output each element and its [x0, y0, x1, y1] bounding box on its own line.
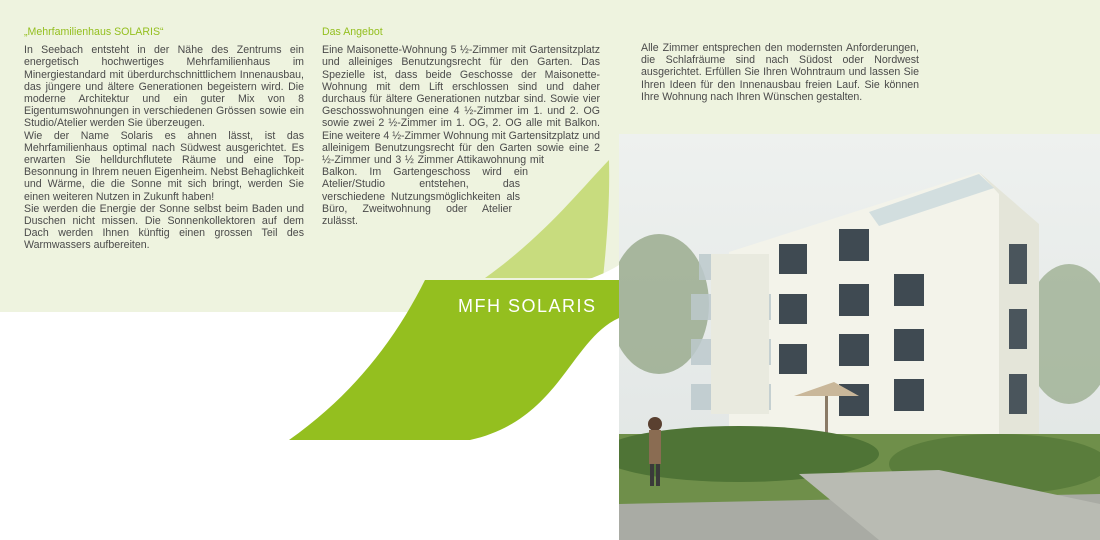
intro-heading: „Mehrfamilienhaus SOLARIS“: [24, 26, 164, 38]
intro-paragraph-1: In Seebach entsteht in der Nähe des Zentrums ein energetisch hochwertiges Mehrfamilienhaus im Minergiestandard mit überdurchschnittlichem Innenausbau, das jüngere und ältere Generationen begeistern wird. Die moderne Architektur und ein guter Mix von 8 Eigentumswohnungen in verschiedenen Grössen sowie ein Studio/Atelier werden Sie überzeugen.: [24, 44, 304, 130]
building-rendering-image: [619, 134, 1100, 540]
building-illustration: [619, 134, 1100, 540]
intro-paragraph-2: Wie der Name Solaris es ahnen lässt, ist das Mehrfamilienhaus optimal nach Südwest ausgerichtet. Es erwarten Sie helldurchflutete Räume und eine Top-Besonnung in Ihrem neuen Eigenheim. Nebst Behaglichkeit und Wärme, die die Sonne mit sich bringt, werden Sie einen weiteren Nutzen in Zukunft haben!: [24, 129, 304, 203]
rooms-column: [641, 42, 919, 103]
brand-title: MFH SOLARIS: [458, 296, 597, 316]
rooms-text: Alle Zimmer entsprechen den modernsten Anforderungen, die Schlafräume sind nach Südost oder Nordwest ausgerichtet. Erfüllen Sie Ihren Wohntraum und lassen Sie Ihren Ideen für den Innenausbau freien Lauf. Sie können Ihre Wohnung nach Ihren Wünschen gestalten.: [641, 42, 919, 103]
intro-paragraph-3: Sie werden die Energie der Sonne selbst beim Baden und Duschen nicht missen. Die Sonnenkollektoren auf dem Dach werden Ihnen künftig einen grossen Teil des Warmwassers aufbereiten.: [24, 202, 304, 252]
offer-heading: Das Angebot: [322, 26, 383, 38]
intro-column: [24, 26, 304, 252]
offer-column: [322, 26, 600, 320]
offer-text: Eine Maisonette-Wohnung 5 ½-Zimmer mit Gartensitzplatz und alleiniges Benutzungsrecht für den Garten. Das Spezielle ist, dass beide Geschosse der Maisonette-Wohnung mit dem Lift erschlossen sind und daher durchaus für ältere Generationen nutzbar sind. Sowie vier Geschosswohnungen eine 4 ½-Zimmer im 1. und 2. OG sowie zwei 2 ½-Zimmer im 1. OG, 2. OG alle mit Balkon. Eine weitere 4 ½-Zimmer Wohnung mit Gartensitzplatz und alleinigem Benutzungsrecht für den Garten sowie eine 2 ½-Zimmer und 3 ½ Zimmer Attikawohnung mit Balkon. Im Gartengeschoss wird ein Atelier/Studio entstehen, das verschiedene Nutzungsmöglichkeiten als Büro, Zweitwohnung oder Atelier zulässt.: [322, 44, 600, 228]
